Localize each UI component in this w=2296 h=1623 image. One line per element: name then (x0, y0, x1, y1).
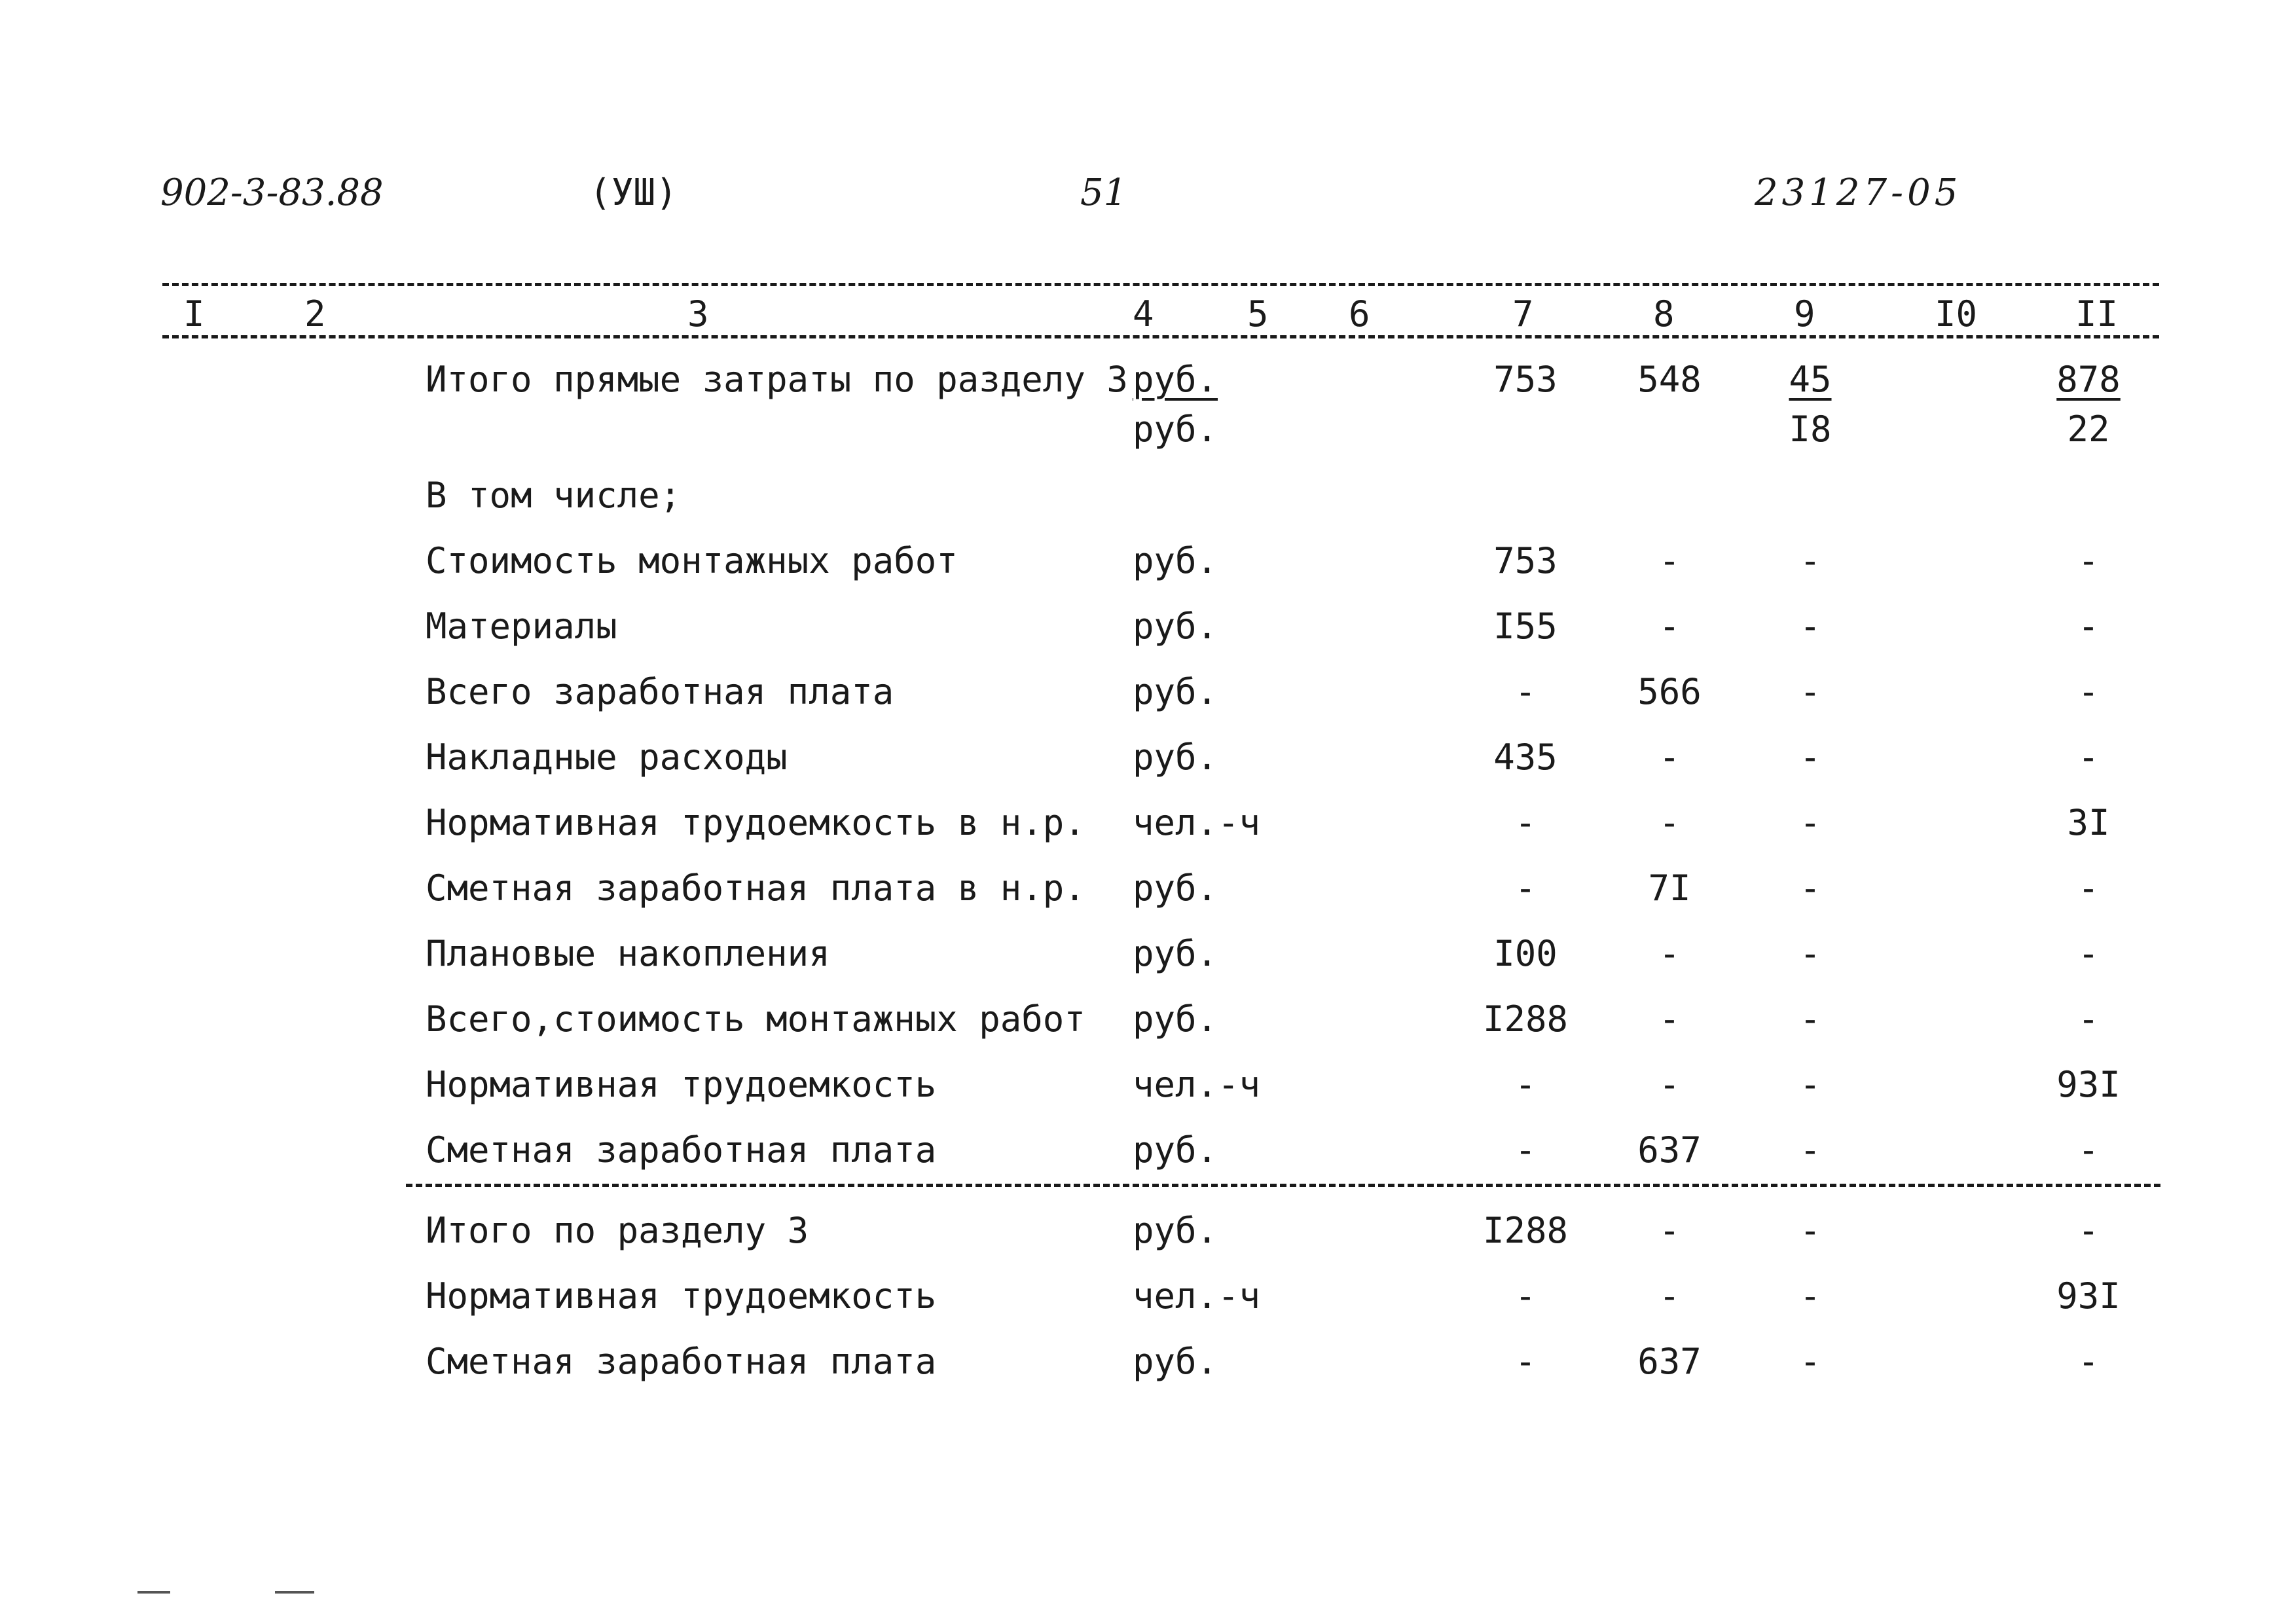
including-label: В том числе; (426, 475, 682, 516)
row-col9: - (1799, 1210, 1821, 1251)
table-row (0, 797, 2296, 849)
row-col8: 7I (1648, 867, 1691, 909)
row-unit: руб. (1133, 737, 1218, 778)
row-col9: - (1799, 737, 1821, 778)
section-roman: (УШ) (589, 172, 678, 214)
table-row (0, 862, 2296, 915)
row-unit: чел.-ч (1133, 1275, 1261, 1317)
row-col11: - (2077, 933, 2100, 974)
totals-rule (406, 1184, 2160, 1187)
row-col8: - (1658, 933, 1681, 974)
table-row (0, 928, 2296, 980)
row-unit: руб. (1133, 1129, 1218, 1171)
column-number: 8 (1653, 293, 1675, 335)
summary-col8: 548 (1637, 359, 1702, 400)
summary-label: Итого прямые затраты по разделу 3 (426, 359, 1128, 400)
row-col8: - (1658, 802, 1681, 843)
row-col11: - (2077, 1341, 2100, 1382)
row-col11: - (2077, 671, 2100, 712)
row-label: Накладные расходы (426, 737, 788, 778)
row-col11: - (2077, 998, 2100, 1040)
summary-col7: 753 (1493, 359, 1558, 400)
summary-unit-top: руб. (1133, 359, 1218, 400)
row-col9: - (1799, 540, 1821, 581)
row-unit: руб. (1133, 867, 1218, 909)
row-col8: - (1658, 606, 1681, 647)
row-unit: чел.-ч (1133, 802, 1261, 843)
row-col8: - (1658, 998, 1681, 1040)
scan-mark (275, 1591, 314, 1594)
row-col9: - (1799, 1275, 1821, 1317)
row-col8: - (1658, 540, 1681, 581)
summary-unit-bottom: руб. (1133, 409, 1218, 450)
summary-row-bottom (0, 403, 2296, 456)
row-col9: - (1799, 606, 1821, 647)
row-col7: I00 (1493, 933, 1558, 974)
table-row (0, 993, 2296, 1046)
row-col9: - (1799, 1064, 1821, 1105)
row-label: Сметная заработная плата (426, 1341, 937, 1382)
summary-row (0, 354, 2296, 406)
row-col9: - (1799, 867, 1821, 909)
row-col7: 753 (1493, 540, 1558, 581)
row-col9: - (1799, 933, 1821, 974)
row-label: Всего,стоимость монтажных работ (426, 998, 1085, 1040)
row-col9: - (1799, 802, 1821, 843)
column-number: 6 (1349, 293, 1370, 335)
row-label: Итого по разделу 3 (426, 1210, 809, 1251)
row-col11: 3I (2067, 802, 2110, 843)
column-number: 4 (1133, 293, 1154, 335)
column-number: 9 (1794, 293, 1815, 335)
row-unit: руб. (1133, 1341, 1218, 1382)
scan-mark (137, 1591, 170, 1594)
row-label: Нормативная трудоемкость (426, 1275, 937, 1317)
row-col8: 566 (1637, 671, 1702, 712)
row-unit: руб. (1133, 1210, 1218, 1251)
column-number: I (183, 293, 205, 335)
summary-col9-top: 45 (1789, 359, 1832, 400)
row-unit: руб. (1133, 606, 1218, 647)
column-number: 5 (1247, 293, 1269, 335)
row-label: Стоимость монтажных работ (426, 540, 958, 581)
row-col9: - (1799, 1129, 1821, 1171)
row-col11: 93I (2056, 1275, 2121, 1317)
row-col9: - (1799, 998, 1821, 1040)
summary-col11-top: 878 (2056, 359, 2121, 400)
total-row (0, 1336, 2296, 1388)
total-row (0, 1205, 2296, 1257)
row-col7: - (1514, 1129, 1537, 1171)
summary-col9-bottom: I8 (1789, 409, 1832, 450)
summary-col11-bottom: 22 (2067, 409, 2110, 450)
table-header-rule (162, 335, 2159, 338)
row-unit: чел.-ч (1133, 1064, 1261, 1105)
row-col7: - (1514, 1341, 1537, 1382)
row-col8: - (1658, 1064, 1681, 1105)
row-col7: - (1514, 802, 1537, 843)
row-col8: - (1658, 1275, 1681, 1317)
column-number: 2 (304, 293, 326, 335)
row-col11: - (2077, 1129, 2100, 1171)
page-number: 51 (1080, 172, 1127, 214)
row-col11: - (2077, 737, 2100, 778)
column-number: 7 (1512, 293, 1534, 335)
column-number: 3 (687, 293, 709, 335)
total-row (0, 1270, 2296, 1322)
row-label: Материалы (426, 606, 617, 647)
table-row (0, 1059, 2296, 1111)
row-col11: - (2077, 606, 2100, 647)
row-col7: - (1514, 867, 1537, 909)
row-col7: I55 (1493, 606, 1558, 647)
column-number: I0 (1935, 293, 1978, 335)
row-label: Плановые накопления (426, 933, 830, 974)
including-row (0, 469, 2296, 522)
row-col8: 637 (1637, 1341, 1702, 1382)
table-row (0, 731, 2296, 784)
table-row (0, 600, 2296, 653)
table-top-rule (162, 283, 2159, 286)
row-col8: 637 (1637, 1129, 1702, 1171)
row-col7: I288 (1482, 1210, 1569, 1251)
column-number: II (2075, 293, 2119, 335)
row-col7: - (1514, 1275, 1537, 1317)
row-unit: руб. (1133, 933, 1218, 974)
row-col7: 435 (1493, 737, 1558, 778)
row-label: Нормативная трудоемкость (426, 1064, 937, 1105)
table-row (0, 535, 2296, 587)
archive-number: 23127-05 (1755, 172, 1962, 214)
row-label: Сметная заработная плата (426, 1129, 937, 1171)
row-col11: - (2077, 1210, 2100, 1251)
row-col11: 93I (2056, 1064, 2121, 1105)
row-col7: - (1514, 671, 1537, 712)
row-unit: руб. (1133, 540, 1218, 581)
row-col9: - (1799, 671, 1821, 712)
row-label: Всего заработная плата (426, 671, 894, 712)
row-unit: руб. (1133, 998, 1218, 1040)
row-col11: - (2077, 540, 2100, 581)
row-col7: - (1514, 1064, 1537, 1105)
row-col7: I288 (1482, 998, 1569, 1040)
row-unit: руб. (1133, 671, 1218, 712)
row-col8: - (1658, 1210, 1681, 1251)
row-col9: - (1799, 1341, 1821, 1382)
table-row (0, 1124, 2296, 1176)
project-code: 902-3-83.88 (160, 172, 384, 214)
row-col11: - (2077, 867, 2100, 909)
row-label: Нормативная трудоемкость в н.р. (426, 802, 1085, 843)
row-label: Сметная заработная плата в н.р. (426, 867, 1085, 909)
row-col8: - (1658, 737, 1681, 778)
table-row (0, 666, 2296, 718)
